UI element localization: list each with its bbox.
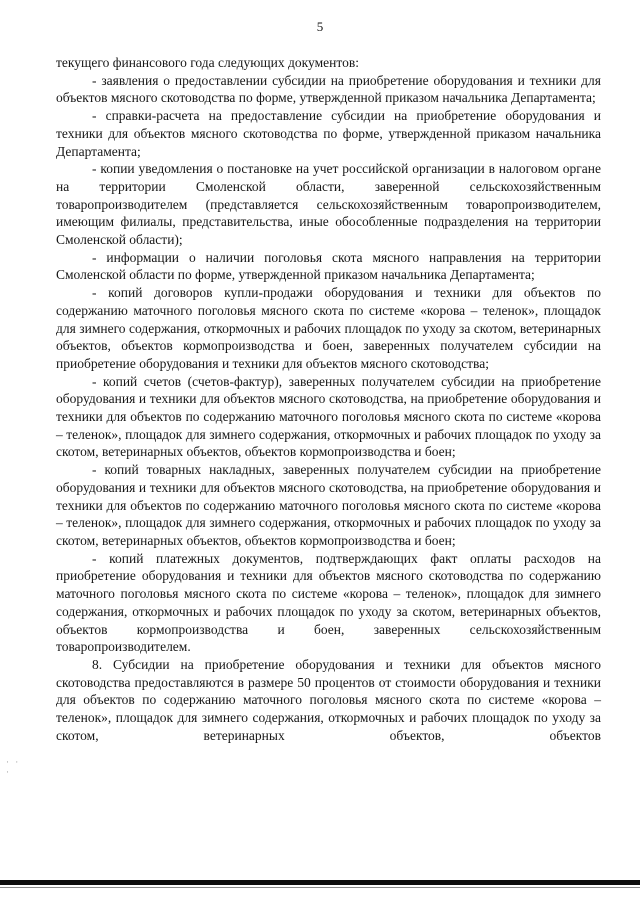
paragraph-tax-registration-notice: - копии уведомления о постановке на учет российской организации в налоговом органе на территории Смоленской области, заверенной сельскохозяйственным товаропроизводителем (представляется сельскохозяйственным товаропроизводителем, имеющим филиалы, представительства, иные обособленные подразделения на территории Смоленской области); [56,161,601,248]
paragraph-calculation-certificate: - справки-расчета на предоставление субсидии на приобретение оборудования и техники для объектов мясного скотоводства по форме, утвержденной приказом начальника Департамента; [56,108,601,159]
paragraph-waybills: - копий товарных накладных, заверенных получателем субсидии на приобретение оборудования и техники для объектов мясного скотоводства, на приобретение оборудования и техники для объектов по содержанию маточного поголовья мясного скота по системе «корова – теленок», площадок для зимнего содержания, откормочных и рабочих площадок по уходу за скотом, ветеринарных объектов, объектов кормопроизводства и боен; [56,462,601,548]
paragraph-intro: текущего финансового года следующих документов: [56,55,359,70]
paragraph-payment-documents: - копий платежных документов, подтверждающих факт оплаты расходов на приобретение оборудования и техники для объектов мясного скотоводства по содержанию маточного поголовья мясного скота по системе «корова – теленок», площадок для зимнего содержания, откормочных и рабочих площадок по уходу за скотом, ветеринарных объектов, объектов кормопроизводства и боен, заверенных сельскохозяйственным товаропроизводителем. [56,550,601,655]
paragraph-livestock-information: - информации о наличии поголовья скота мясного направления на территории Смоленской области по форме, утвержденной приказом начальника Департамента; [56,249,601,283]
document-body [56,54,601,744]
bottom-border-line-thin [0,887,640,888]
paragraph-invoices: - копий счетов (счетов-фактур), заверенных получателем субсидии на приобретение оборудования и техники для объектов мясного скотоводства, на приобретение оборудования и техники для объектов по содержанию маточного поголовья мясного скота по системе «корова – теленок», площадок для зимнего содержания, откормочных и рабочих площадок по уходу за скотом, ветеринарных объектов, объектов кормопроизводства и боен; [56,373,601,460]
scan-artifact: · · · [6,757,21,777]
paragraph-item-8: 8. Субсидии на приобретение оборудования и техники для объектов мясного скотоводства предоставляются в размере 50 процентов от стоимости оборудования и техники для объектов по содержанию маточного поголовья мясного скота по системе «корова – теленок», площадок для зимнего содержания, откормочных и рабочих площадок по уходу за скотом, ветеринарных объектов, объектов [56,656,601,743]
paragraph-application: - заявления о предоставлении субсидии на приобретение оборудования и техники для объектов мясного скотоводства по форме, утвержденной приказом начальника Департамента; [56,72,601,106]
page-number: 5 [316,19,324,34]
bottom-border-line [0,880,640,885]
paragraph-purchase-contracts: - копий договоров купли-продажи оборудования и техники для объектов по содержанию маточного поголовья мясного скота по системе «корова – теленок», площадок для зимнего содержания, откормочных и рабочих площадок по уходу за скотом, ветеринарных объектов, объектов кормопроизводства и боен, заверенных получателем субсидии на приобретение оборудования и техники для объектов мясного скотоводства; [56,285,601,371]
